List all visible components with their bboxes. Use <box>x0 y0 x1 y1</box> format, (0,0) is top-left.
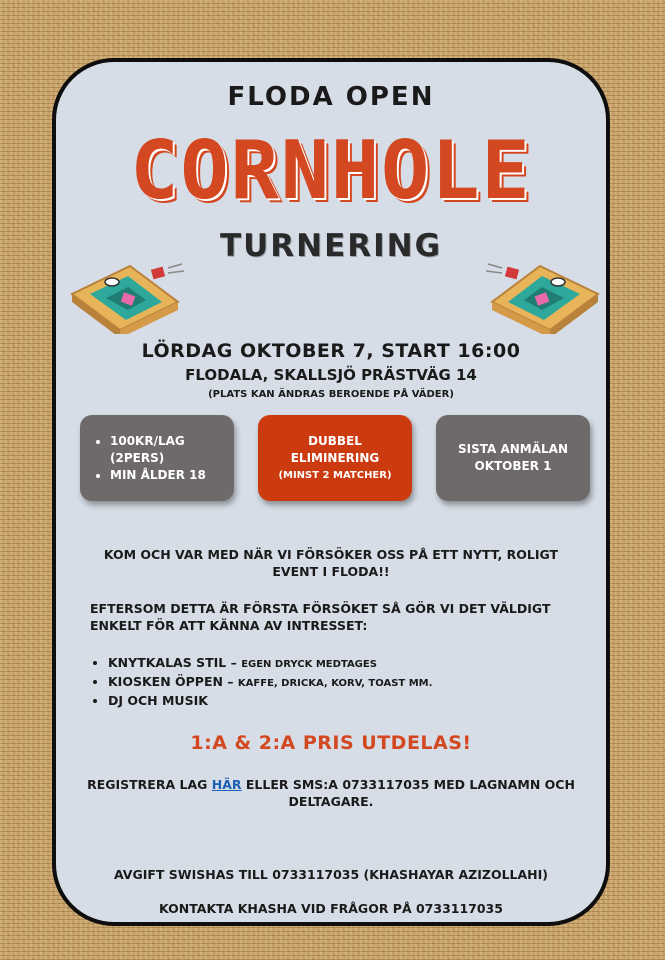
min-age-item: • MIN ÅLDER 18 <box>110 467 234 484</box>
format-card <box>258 415 412 501</box>
deadline-label: SISTA ANMÄLAN <box>457 442 568 456</box>
list-item-main: DJ OCH MUSIK <box>108 693 208 708</box>
payment-info: AVGIFT SWISHAS TILL 0733117035 (KHASHAYAR AZIZOLLAHI) <box>113 867 549 882</box>
fee-item <box>110 433 234 467</box>
poster <box>52 58 610 926</box>
fee-per-team: (2PERS) <box>110 451 165 465</box>
event-location: FLODALA, SKALLSJÖ PRÄSTVÄG 14 <box>185 366 477 384</box>
format-line2: ELIMINERING <box>290 450 380 465</box>
features-list <box>90 654 586 709</box>
location-note: (PLATS KAN ÄNDRAS BEROENDE PÅ VÄDER) <box>208 389 454 400</box>
list-item <box>108 692 586 709</box>
fee-card <box>80 415 234 501</box>
registration-link[interactable]: HÄR <box>211 777 242 792</box>
registration-suffix: ELLER SMS:A 0733117035 MED LAGNAMN OCH <box>241 777 575 792</box>
contact-info: KONTAKTA KHASHA VID FRÅGOR PÅ 0733117035 <box>159 901 503 916</box>
fee-price: 100KR/LAG <box>110 434 185 448</box>
registration-text <box>56 776 606 810</box>
format-line1: DUBBEL <box>308 433 362 448</box>
info-line1: EFTERSOM DETTA ÄR FÖRSTA FÖRSÖKET SÅ GÖR VI DET VÄLDIGT <box>90 601 551 616</box>
list-item-main: KNYTKALAS STIL – <box>108 655 242 670</box>
event-date: LÖRDAG OKTOBER 7, START 16:00 <box>141 340 521 362</box>
cornhole-board-left-icon <box>66 254 186 334</box>
intro-text <box>56 546 606 580</box>
prize-announcement: 1:A & 2:A PRIS UTDELAS! <box>190 732 472 754</box>
intro-line1: KOM OCH VAR MED NÄR VI FÖRSÖKER OSS PÅ ETT NYTT, ROLIGT <box>103 547 559 562</box>
registration-prefix: REGISTRERA LAG <box>87 777 212 792</box>
info-text <box>90 600 586 634</box>
list-item-detail: KAFFE, DRICKA, KORV, TOAST MM. <box>237 678 433 689</box>
format-note: (MINST 2 MATCHER) <box>278 469 392 481</box>
list-item-main: KIOSKEN ÖPPEN – <box>108 674 238 689</box>
list-item <box>108 673 586 692</box>
cornhole-board-right-icon <box>484 254 604 334</box>
registration-line2: DELTAGARE. <box>288 794 374 809</box>
list-item-detail: EGEN DRYCK MEDTAGES <box>241 659 377 670</box>
main-title: CORNHOLE <box>130 124 532 217</box>
list-item <box>108 654 586 673</box>
deadline-date: OKTOBER 1 <box>474 459 552 473</box>
intro-line2: EVENT I FLODA!! <box>272 564 390 579</box>
subtitle: TURNERING <box>219 228 443 264</box>
deadline-card <box>436 415 590 501</box>
info-line2: ENKELT FÖR ATT KÄNNA AV INTRESSET: <box>90 618 368 633</box>
event-series-title: FLODA OPEN <box>227 82 435 112</box>
